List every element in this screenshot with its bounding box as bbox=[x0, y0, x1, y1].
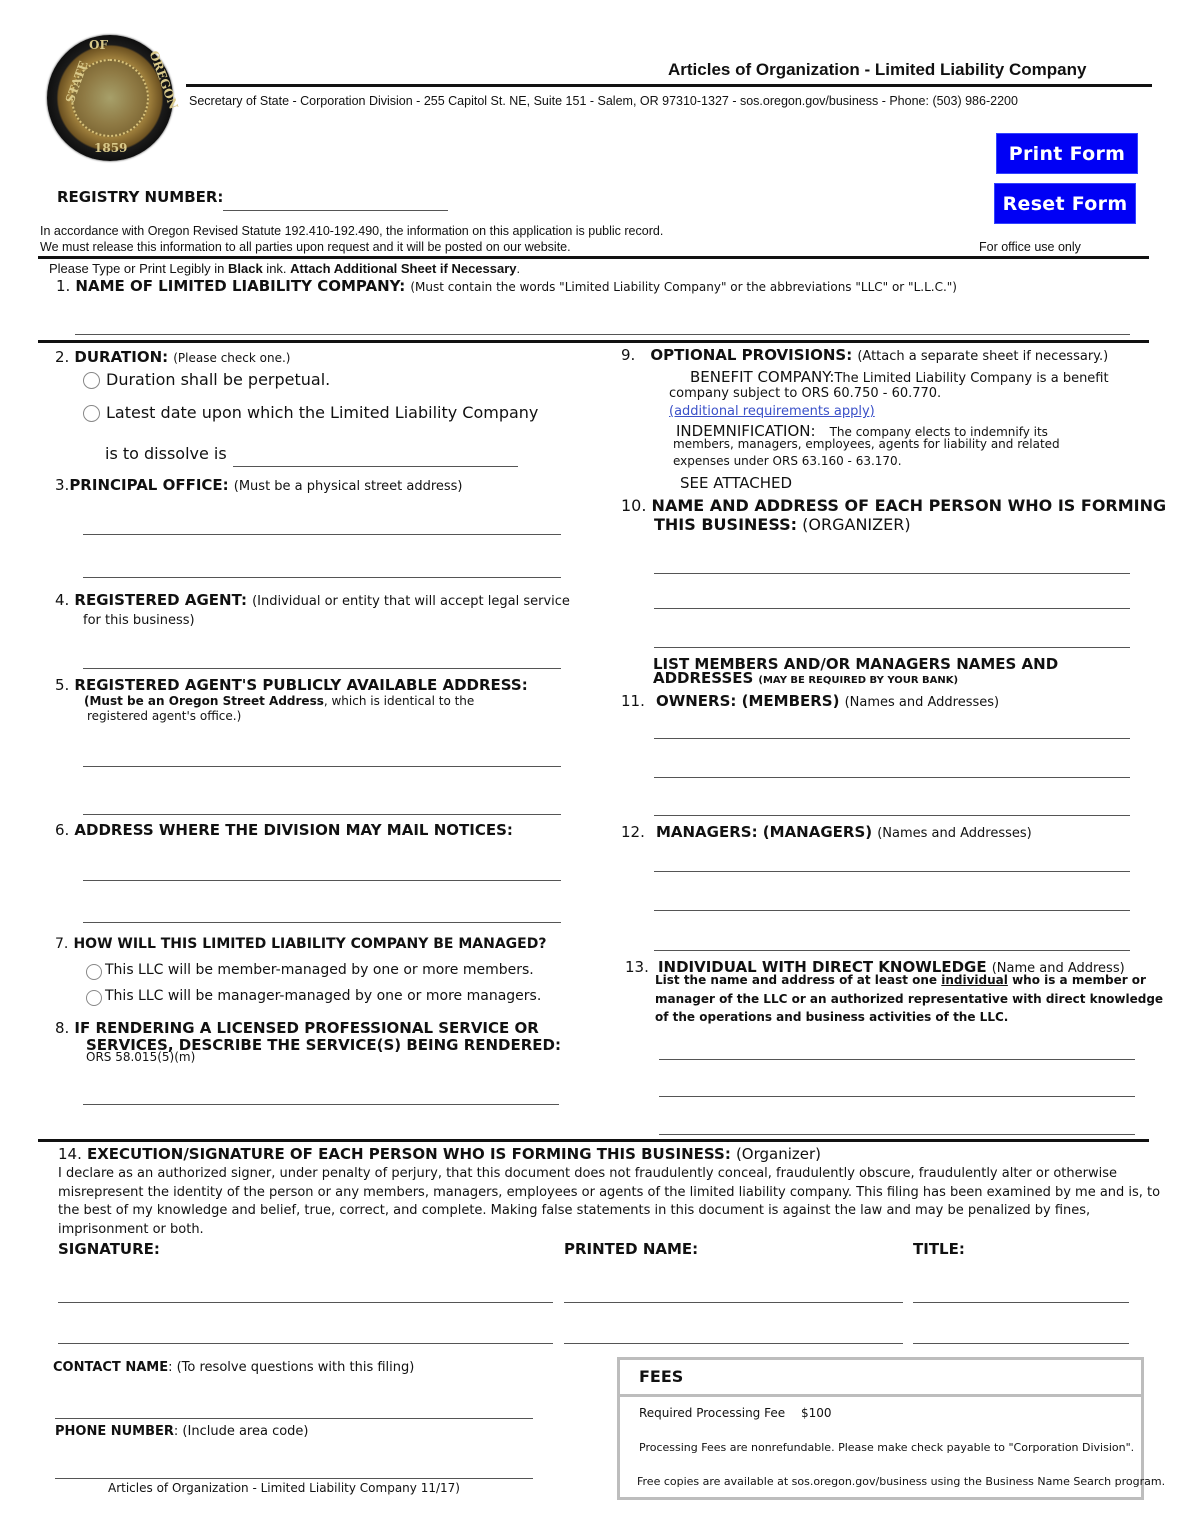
section-4-note-2: for this business) bbox=[83, 613, 195, 628]
print-form-button[interactable]: Print Form bbox=[996, 133, 1138, 174]
seal-left-text: STATE bbox=[62, 59, 91, 105]
organizer-line-3[interactable] bbox=[654, 633, 1130, 648]
nonrefundable-note: Processing Fees are nonrefundable. Please make check payable to "Corporation Division". bbox=[639, 1441, 1135, 1454]
list-members-heading: LIST MEMBERS AND/OR MANAGERS NAMES AND bbox=[653, 655, 1059, 673]
phone-number-label: PHONE NUMBER: (Include area code) bbox=[55, 1424, 309, 1439]
manager-managed-radio[interactable] bbox=[86, 990, 102, 1006]
seal-year: 1859 bbox=[94, 141, 128, 155]
organizer-line-1[interactable] bbox=[654, 559, 1130, 574]
section-13-desc-1: List the name and address of at least one individual who is a member or bbox=[655, 973, 1146, 987]
indemnification-text-2: members, managers, employees, agents for liability and related bbox=[673, 437, 1060, 451]
title-field-2[interactable] bbox=[913, 1329, 1129, 1344]
title-column-label: TITLE: bbox=[913, 1240, 965, 1258]
professional-service-field[interactable] bbox=[83, 1090, 559, 1105]
seal-top-text: OF bbox=[89, 38, 108, 52]
oregon-state-seal bbox=[47, 35, 181, 161]
section-10-heading: 10. NAME AND ADDRESS OF EACH PERSON WHO IS FORMING bbox=[621, 496, 1167, 515]
section-5-note-1: (Must be an Oregon Street Address, which is identical to the bbox=[84, 694, 475, 708]
section-13-heading: 13. INDIVIDUAL WITH DIRECT KNOWLEDGE (Name and Address) bbox=[625, 958, 1125, 976]
managers-line-2[interactable] bbox=[654, 896, 1130, 911]
duration-perpetual-radio[interactable] bbox=[83, 372, 100, 389]
dissolve-date-field[interactable] bbox=[233, 452, 518, 467]
printed-name-column-label: PRINTED NAME: bbox=[564, 1240, 699, 1258]
public-record-notice-2: We must release this information to all parties upon request and it will be posted on our website. bbox=[40, 240, 571, 254]
signature-column-label: SIGNATURE: bbox=[58, 1240, 160, 1258]
required-fee-row: Required Processing Fee $100 bbox=[639, 1406, 832, 1420]
reset-form-button[interactable]: Reset Form bbox=[994, 183, 1136, 224]
section-2-heading: 2. DURATION: (Please check one.) bbox=[55, 348, 291, 366]
section-8-heading: 8. IF RENDERING A LICENSED PROFESSIONAL SERVICE OR bbox=[55, 1019, 539, 1037]
mail-notices-line-1[interactable] bbox=[83, 866, 561, 881]
section-3-heading: 3.PRINCIPAL OFFICE: (Must be a physical street address) bbox=[55, 476, 463, 494]
owners-line-2[interactable] bbox=[654, 763, 1130, 778]
section-6-heading: 6. ADDRESS WHERE THE DIVISION MAY MAIL NOTICES: bbox=[55, 821, 513, 839]
section-14-heading: 14. EXECUTION/SIGNATURE OF EACH PERSON WHO IS FORMING THIS BUSINESS: (Organizer) bbox=[58, 1145, 822, 1163]
declaration-line-4: imprisonment or both. bbox=[58, 1222, 204, 1237]
declaration-line-3: the best of my knowledge and belief, true, correct, and complete. Making false statements in this document is against the law and may be penalized by fines, bbox=[58, 1203, 1091, 1218]
fees-box bbox=[617, 1357, 1166, 1500]
section-12-heading: 12. MANAGERS: (MANAGERS) (Names and Addresses) bbox=[621, 823, 1032, 841]
section-8-statute: ORS 58.015(5)(m) bbox=[86, 1050, 196, 1064]
signature-field-1[interactable] bbox=[58, 1288, 553, 1303]
manager-managed-label: This LLC will be manager-managed by one or more managers. bbox=[105, 988, 542, 1004]
section-11-heading: 11. OWNERS: (MEMBERS) (Names and Addresses) bbox=[621, 692, 1000, 710]
free-copies-note: Free copies are available at sos.oregon.gov/business using the Business Name Search program. bbox=[637, 1475, 1166, 1488]
declaration-line-1: I declare as an authorized signer, under penalty of perjury, that this document does not fraudulently conceal, fraudulently obscure, fraudulently alter or otherwise bbox=[58, 1166, 1117, 1181]
form-title: Articles of Organization - Limited Liability Company bbox=[668, 60, 1087, 79]
agent-address-line-1[interactable] bbox=[83, 752, 561, 767]
benefit-company-row: BENEFIT COMPANY:The Limited Liability Company is a benefit bbox=[690, 368, 1109, 386]
dissolve-label: is to dissolve is bbox=[105, 444, 227, 463]
registry-number-label: REGISTRY NUMBER: bbox=[57, 188, 224, 206]
section-5-note-2: registered agent's office.) bbox=[87, 709, 242, 723]
member-managed-label: This LLC will be member-managed by one or more members. bbox=[105, 962, 534, 978]
section-5-heading: 5. REGISTERED AGENT'S PUBLICLY AVAILABLE ADDRESS: bbox=[55, 676, 528, 694]
instructions: Please Type or Print Legibly in Black ink. Attach Additional Sheet if Necessary. bbox=[49, 261, 521, 276]
printed-name-field-2[interactable] bbox=[564, 1329, 903, 1344]
owners-line-3[interactable] bbox=[654, 801, 1130, 816]
list-members-heading-2: ADDRESSES (MAY BE REQUIRED BY YOUR BANK) bbox=[653, 669, 959, 687]
division-address: Secretary of State - Corporation Division - 255 Capitol St. NE, Suite 151 - Salem, OR 97310-1327 - sos.oregon.gov/business - Phone: (503) 986-2200 bbox=[189, 94, 1018, 108]
form-footer-id: Articles of Organization - Limited Liability Company 11/17) bbox=[108, 1481, 460, 1495]
mail-notices-line-2[interactable] bbox=[83, 908, 561, 923]
managers-line-1[interactable] bbox=[654, 857, 1130, 872]
section-1-bottom-rule bbox=[38, 340, 1149, 343]
signature-field-2[interactable] bbox=[58, 1329, 553, 1344]
declaration-line-2: misrepresent the identity of the person or any members, managers, employees or agents of the limited liability company. This filing has been examined by me and is, to bbox=[58, 1185, 1161, 1200]
header-bottom-rule bbox=[38, 256, 1149, 259]
section-13-desc-2: manager of the LLC or an authorized representative with direct knowledge bbox=[655, 992, 1164, 1006]
principal-office-line-2[interactable] bbox=[83, 563, 561, 578]
section-1-heading: 1. NAME OF LIMITED LIABILITY COMPANY: (Must contain the words "Limited Liability Company" or the abbreviations "LLC" or "L.L.C.") bbox=[56, 277, 957, 295]
agent-address-line-2[interactable] bbox=[83, 800, 561, 815]
section-8-heading-2: SERVICES, DESCRIBE THE SERVICE(S) BEING RENDERED: bbox=[86, 1036, 561, 1054]
section-10-heading-2: THIS BUSINESS: (ORGANIZER) bbox=[654, 515, 911, 534]
title-field-1[interactable] bbox=[913, 1288, 1129, 1303]
managers-line-3[interactable] bbox=[654, 936, 1130, 951]
llc-name-field[interactable] bbox=[75, 320, 1130, 335]
duration-date-radio[interactable] bbox=[83, 405, 100, 422]
indemnification-row: INDEMNIFICATION: The company elects to indemnify its bbox=[676, 422, 1048, 440]
fees-title: FEES bbox=[639, 1367, 684, 1386]
owners-line-1[interactable] bbox=[654, 724, 1130, 739]
fees-header bbox=[620, 1360, 1141, 1397]
section-14-top-rule bbox=[38, 1139, 1149, 1142]
section-4-heading: 4. REGISTERED AGENT: (Individual or entity that will accept legal service bbox=[55, 591, 570, 609]
phone-number-field[interactable] bbox=[55, 1464, 533, 1479]
principal-office-line-1[interactable] bbox=[83, 520, 561, 535]
benefit-company-text-2: company subject to ORS 60.750 - 60.770. bbox=[669, 386, 942, 401]
contact-name-field[interactable] bbox=[55, 1404, 533, 1419]
individual-line-3[interactable] bbox=[659, 1120, 1135, 1135]
section-9-heading: 9. OPTIONAL PROVISIONS: (Attach a separate sheet if necessary.) bbox=[621, 346, 1109, 364]
individual-line-2[interactable] bbox=[659, 1082, 1135, 1097]
duration-date-label: Latest date upon which the Limited Liability Company bbox=[106, 403, 539, 422]
duration-perpetual-label: Duration shall be perpetual. bbox=[106, 370, 331, 389]
individual-line-1[interactable] bbox=[659, 1045, 1135, 1060]
see-attached-label: SEE ATTACHED bbox=[680, 474, 793, 492]
indemnification-text-3: expenses under ORS 63.160 - 63.170. bbox=[673, 454, 902, 468]
section-7-heading: 7. HOW WILL THIS LIMITED LIABILITY COMPANY BE MANAGED? bbox=[55, 936, 547, 952]
contact-name-label: CONTACT NAME: (To resolve questions with this filing) bbox=[53, 1360, 415, 1375]
seal-right-text: OREGON bbox=[146, 48, 181, 112]
additional-requirements-link[interactable]: (additional requirements apply) bbox=[669, 404, 875, 419]
section-13-desc-3: of the operations and business activities of the LLC. bbox=[655, 1010, 1009, 1024]
member-managed-radio[interactable] bbox=[86, 964, 102, 980]
organizer-line-2[interactable] bbox=[654, 594, 1130, 609]
registry-number-field[interactable] bbox=[223, 196, 448, 211]
registered-agent-field[interactable] bbox=[83, 654, 561, 669]
header-rule bbox=[186, 84, 1152, 87]
public-record-notice-1: In accordance with Oregon Revised Statute 192.410-192.490, the information on this application is public record. bbox=[40, 224, 664, 238]
office-use-label: For office use only bbox=[979, 240, 1081, 254]
printed-name-field-1[interactable] bbox=[564, 1288, 903, 1303]
